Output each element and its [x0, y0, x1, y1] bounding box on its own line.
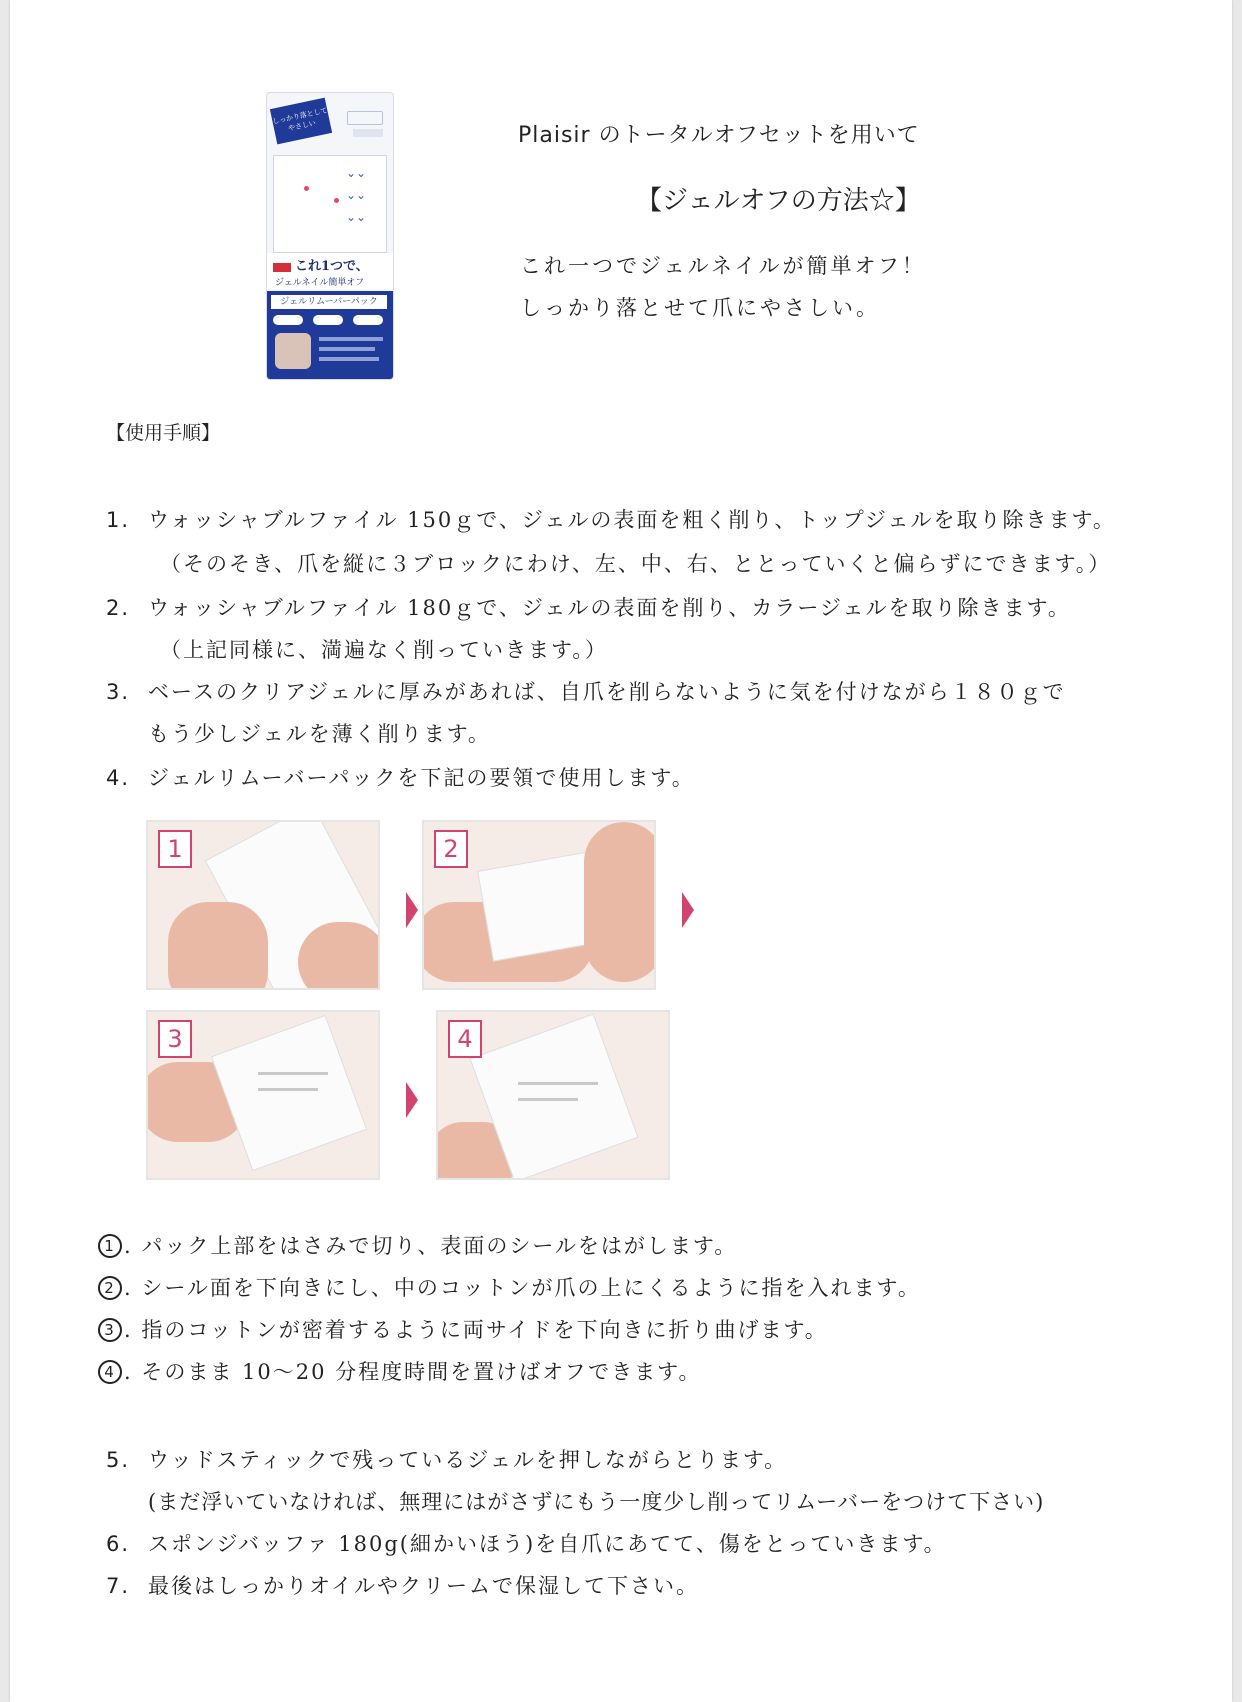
chevron-down-icon: ⌄⌄	[346, 188, 367, 202]
step-number: 1.	[106, 508, 131, 532]
step-text: ウォッシャブルファイル 150ｇで、ジェルの表面を粗く削り、トップジェルを取り除きます。	[148, 508, 1116, 532]
step-3-note: もう少しジェルを薄く削ります。	[148, 722, 491, 746]
step-text: ウッドスティックで残っているジェルを押しながらとります。	[148, 1448, 788, 1472]
step-5-note: (まだ浮いていなければ、無理にはがさずにもう一度少し削ってリムーバーをつけて下さい)	[148, 1490, 1045, 1514]
intro-description: しっかり落とせて爪にやさしい。	[520, 296, 880, 320]
circled-number: 1	[98, 1234, 122, 1258]
photo-step-3	[146, 1010, 380, 1180]
nail-photo	[275, 333, 311, 369]
package-red-label	[273, 263, 291, 272]
sub-step-text: . そのまま 10～20 分程度時間を置けばオフできます。	[124, 1360, 702, 1384]
step-6	[106, 1528, 947, 1558]
chevron-down-icon: ⌄⌄	[346, 210, 367, 224]
pink-dot	[334, 198, 339, 203]
packet-print	[258, 1072, 328, 1075]
step-2	[106, 592, 1071, 622]
step-text: ウォッシャブルファイル 180ｇで、ジェルの表面を削り、カラージェルを取り除きます。	[148, 596, 1071, 620]
step-1	[106, 504, 1116, 534]
circled-number: 4	[98, 1360, 122, 1384]
finger	[298, 922, 380, 990]
page-title: 【ジェルオフの方法☆】	[636, 186, 921, 216]
sub-step-text: . シール面を下向きにし、中のコットンが爪の上にくるように指を入れます。	[124, 1276, 921, 1300]
sub-step-4	[98, 1356, 701, 1386]
photo-label: 4	[448, 1020, 482, 1058]
package-band	[267, 253, 393, 289]
package-tag	[347, 111, 383, 125]
step-number: 2.	[106, 596, 131, 620]
pink-dot	[304, 186, 309, 191]
intro-description: これ一つでジェルネイルが簡単オフ！	[520, 254, 926, 278]
photo-step-1	[146, 820, 380, 990]
step-number: 7.	[106, 1574, 131, 1598]
packet-print	[518, 1098, 578, 1101]
circled-number: 2	[98, 1276, 122, 1300]
photo-label: 1	[158, 830, 192, 868]
step-4	[106, 762, 695, 792]
packet-print	[518, 1082, 598, 1085]
intro-line	[518, 118, 920, 149]
step-1-note: （そのそき、爪を縦に３ブロックにわけ、左、中、右、ととっていくと偏らずにできます。）	[160, 552, 1112, 576]
package-pill	[273, 315, 303, 325]
step-5	[106, 1444, 787, 1474]
sub-step-text: . パック上部をはさみで切り、表面のシールをはがします。	[124, 1234, 738, 1258]
package-product-name: ジェルリムーバーパック	[271, 295, 387, 309]
package-fine-print	[319, 357, 379, 361]
intro-line-text: のトータルオフセットを用いて	[590, 123, 920, 148]
packet-print	[258, 1088, 318, 1091]
brand-name: Plaisir	[518, 123, 591, 148]
step-number: 3.	[106, 680, 131, 704]
step-7	[106, 1570, 699, 1600]
arrow-right-icon	[406, 892, 418, 928]
step-number: 6.	[106, 1532, 131, 1556]
photo-label: 2	[434, 830, 468, 868]
product-package-image	[266, 92, 394, 380]
photo-step-2	[422, 820, 656, 990]
step-text: ジェルリムーバーパックを下記の要領で使用します。	[148, 766, 695, 790]
package-fine-print	[319, 337, 383, 341]
package-headline: これ1つで、	[295, 259, 369, 274]
step-number: 4.	[106, 766, 131, 790]
step-2-note: （上記同様に、満遍なく削っていきます。）	[160, 638, 608, 662]
section-title: 【使用手順】	[106, 422, 221, 444]
step-text: 最後はしっかりオイルやクリームで保湿して下さい。	[148, 1574, 699, 1598]
package-pill	[313, 315, 343, 325]
package-badge: しっかり落としてやさしい	[270, 98, 332, 145]
photo-step-4	[436, 1010, 670, 1180]
circled-number: 3	[98, 1318, 122, 1342]
document-page	[10, 0, 1232, 1702]
step-text: スポンジバッファ 180g(細かいほう)を自爪にあてて、傷をとっていきます。	[148, 1532, 947, 1556]
chevron-down-icon: ⌄⌄	[346, 166, 367, 180]
arrow-right-icon	[682, 892, 694, 928]
step-number: 5.	[106, 1448, 131, 1472]
package-pill	[353, 315, 383, 325]
sub-step-3	[98, 1314, 828, 1344]
package-pouch	[273, 155, 387, 253]
remover-packet	[211, 1015, 367, 1171]
step-3	[106, 676, 1066, 706]
package-fine-print	[319, 347, 375, 351]
step-text: ベースのクリアジェルに厚みがあれば、自爪を削らないように気を付けながら１８０ｇで	[148, 680, 1066, 704]
sub-step-2	[98, 1272, 921, 1302]
arrow-right-icon	[406, 1082, 418, 1118]
package-subline: ジェルネイル簡単オフ	[275, 278, 365, 288]
package-blue-panel	[267, 291, 393, 379]
finger	[168, 902, 268, 990]
sub-step-1	[98, 1230, 737, 1260]
finger	[584, 822, 656, 982]
package-tag-small	[353, 129, 383, 137]
sub-step-text: . 指のコットンが密着するように両サイドを下向きに折り曲げます。	[124, 1318, 828, 1342]
photo-label: 3	[158, 1020, 192, 1058]
